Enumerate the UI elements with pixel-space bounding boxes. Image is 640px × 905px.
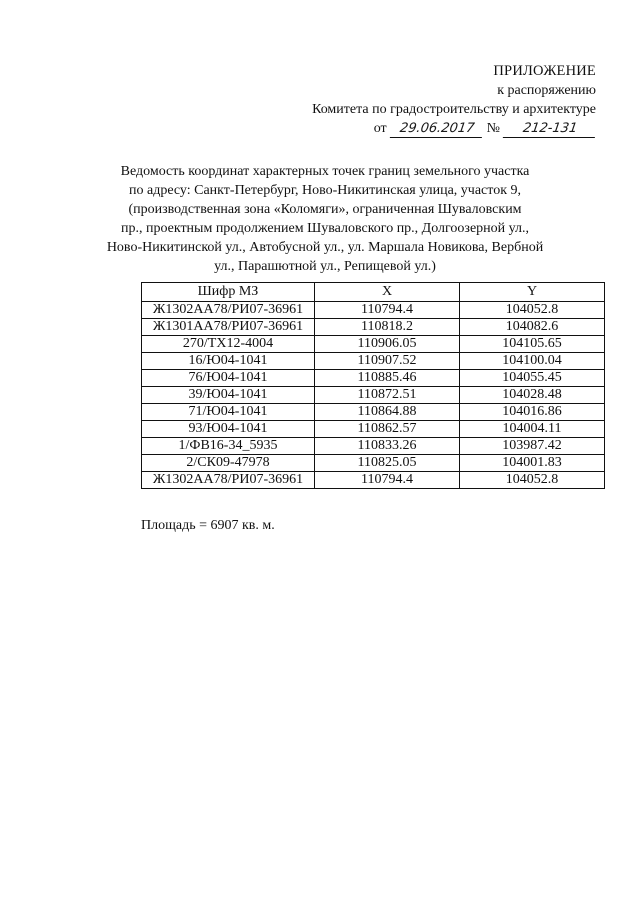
table-row: [142, 319, 605, 336]
statement-title: [90, 162, 560, 276]
cell-x: 110862.57: [315, 421, 460, 438]
cell-x: 110833.26: [315, 438, 460, 455]
committee-label: Комитета по градостроительству и архитектуре: [312, 102, 596, 117]
area-statement: Площадь = 6907 кв. м.: [141, 518, 275, 533]
table-row: [142, 472, 605, 489]
title-line: ул., Парашютной ул., Репищевой ул.): [214, 259, 436, 274]
table-row: [142, 336, 605, 353]
cell-x: 110794.4: [315, 472, 460, 489]
appendix-label: ПРИЛОЖЕНИЕ: [493, 63, 596, 79]
table-row: [142, 421, 605, 438]
cell-x: 110907.52: [315, 353, 460, 370]
cell-x: 110864.88: [315, 404, 460, 421]
cell-y: 104004.11: [460, 421, 605, 438]
cell-x: 110885.46: [315, 370, 460, 387]
number-label: №: [486, 121, 500, 136]
coordinates-table: [141, 282, 605, 489]
title-line: по адресу: Санкт-Петербург, Ново-Никитинская улица, участок 9,: [129, 183, 521, 198]
table-header-row: [142, 283, 605, 302]
cell-code: 71/Ю04-1041: [142, 404, 315, 421]
cell-code: 76/Ю04-1041: [142, 370, 315, 387]
from-label: от: [373, 121, 387, 136]
cell-code: Ж1301АА78/РИ07-36961: [142, 319, 315, 336]
title-line: Ново-Никитинской ул., Автобусной ул., ул. Маршала Новикова, Вербной: [106, 240, 544, 255]
header-y: Y: [460, 283, 605, 302]
cell-y: 104052.8: [460, 472, 605, 489]
cell-code: 270/ТХ12-4004: [142, 336, 315, 353]
cell-code: 39/Ю04-1041: [142, 387, 315, 404]
cell-x: 110906.05: [315, 336, 460, 353]
order-label: к распоряжению: [497, 83, 596, 98]
handwritten-date: 29.06.2017: [389, 121, 483, 138]
cell-code: 1/ФВ16-34_5935: [142, 438, 315, 455]
cell-y: 104100.04: [460, 353, 605, 370]
cell-code: 2/СК09-47978: [142, 455, 315, 472]
cell-y: 104055.45: [460, 370, 605, 387]
cell-y: 104028.48: [460, 387, 605, 404]
table-row: [142, 387, 605, 404]
table-row: [142, 353, 605, 370]
header-x: X: [315, 283, 460, 302]
cell-x: 110794.4: [315, 302, 460, 319]
cell-y: 104052.8: [460, 302, 605, 319]
table-row: [142, 404, 605, 421]
table-row: [142, 455, 605, 472]
reference-line: [312, 119, 596, 138]
cell-x: 110825.05: [315, 455, 460, 472]
cell-code: 16/Ю04-1041: [142, 353, 315, 370]
cell-code: 93/Ю04-1041: [142, 421, 315, 438]
cell-y: 104082.6: [460, 319, 605, 336]
table-row: [142, 438, 605, 455]
table-row: [142, 302, 605, 319]
cell-y: 103987.42: [460, 438, 605, 455]
title-line: Ведомость координат характерных точек границ земельного участка: [120, 164, 530, 179]
cell-x: 110872.51: [315, 387, 460, 404]
handwritten-number: 212-131: [503, 121, 597, 138]
table-row: [142, 370, 605, 387]
cell-code: Ж1302АА78/РИ07-36961: [142, 472, 315, 489]
appendix-header: [312, 62, 596, 138]
cell-x: 110818.2: [315, 319, 460, 336]
cell-y: 104016.86: [460, 404, 605, 421]
header-code: Шифр МЗ: [142, 283, 315, 302]
title-line: (производственная зона «Коломяги», ограниченная Шуваловским: [128, 202, 522, 217]
cell-y: 104105.65: [460, 336, 605, 353]
title-line: пр., проектным продолжением Шуваловского пр., Долгоозерной ул.,: [120, 221, 530, 236]
cell-code: Ж1302АА78/РИ07-36961: [142, 302, 315, 319]
cell-y: 104001.83: [460, 455, 605, 472]
